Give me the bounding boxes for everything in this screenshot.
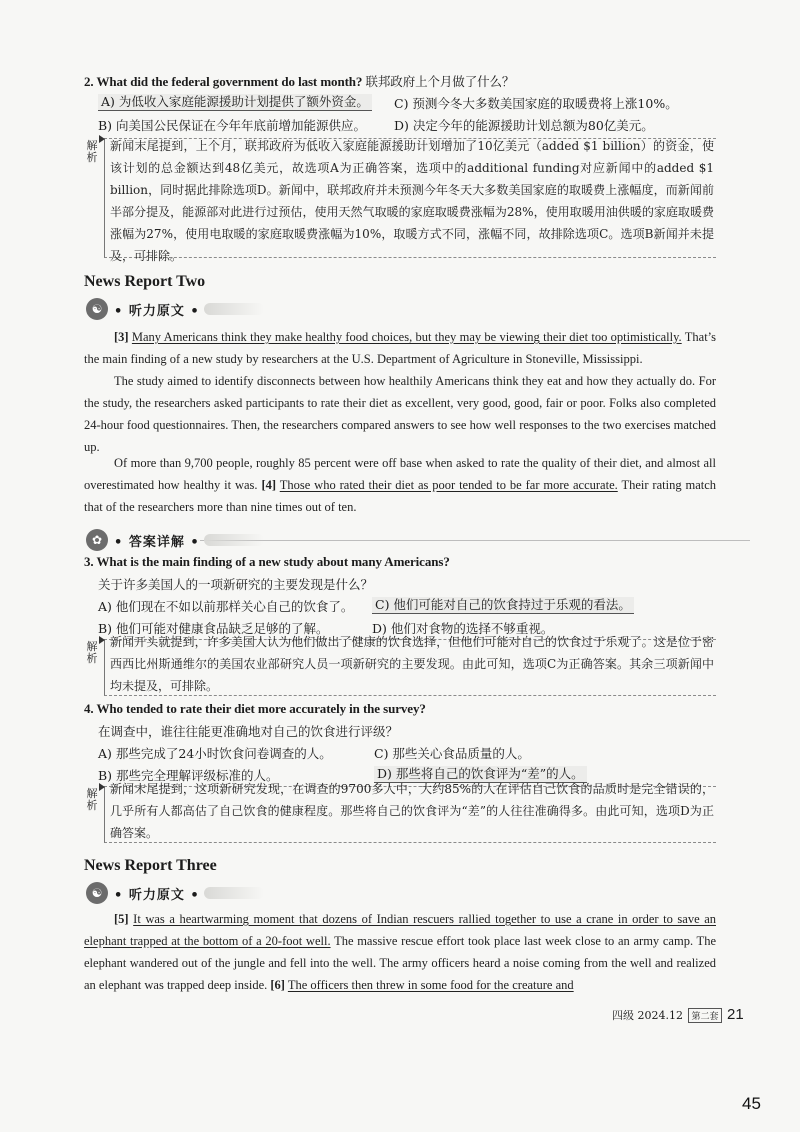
daan-heading: ✿ • 答案详解 • <box>86 527 264 553</box>
report2-title: News Report Two <box>84 273 206 290</box>
q2-option-d: D) 决定今年的能源援助计划总额为80亿美元。 <box>394 118 654 133</box>
q2-question: 2. What did the federal government do last month? 联邦政府上个月做了什么？ <box>84 74 515 89</box>
report3-tingli-heading: ☯ • 听力原文 • <box>86 880 264 906</box>
q2-option-a: A) 为低收入家庭能源援助计划提供了额外资金。 <box>98 94 372 111</box>
q2-jiexi-label: 解析 <box>86 139 98 164</box>
report3-title: News Report Three <box>84 857 217 874</box>
q3-option-c: C) 他们可能对自己的饮食持过于乐观的看法。 <box>372 597 634 614</box>
headphones-icon: ☯ <box>86 882 108 904</box>
q3-option-d: D) 他们对食物的选择不够重视。 <box>372 621 554 636</box>
q2-option-b: B) 向美国公民保证在今年年底前增加能源供应。 <box>98 118 367 133</box>
q4-question: 4. Who tended to rate their diet more accurately in the survey? <box>84 701 426 716</box>
q2-explanation: 新闻末尾提到，上个月，联邦政府为低收入家庭能源援助计划增加了10亿美元（added $1 billion）的资金，使该计划的总金额达到48亿美元，故选项A为正确答案，选项中的additional funding对应新闻中的added $1 billion，同时据此排除选项D。新闻中，联邦政府并未预测今年冬天大多数美国家庭的取暖费上涨幅度，而新闻前半部分提及，能源部对此进行过预估，使用天然气取暖的家庭取暖费涨幅为28%，使用取暖用油供暖的家庭取暖费涨幅为27%，使用电取暖的家庭取暖费涨幅为10%，取暖方式不同，涨幅不同，故排除选项C。选项B新闻并未提及，可排除。 <box>110 139 714 263</box>
headphones-icon: ☯ <box>86 298 108 320</box>
q4-jiexi-label: 解析 <box>86 787 98 812</box>
divider-line <box>200 540 750 541</box>
q3-option-b: B) 他们可能对健康食品缺乏足够的了解。 <box>98 621 329 636</box>
report2-paragraph-2: The study aimed to identify disconnects between how healthily Americans think they eat and how they actually do. For the study, the researchers asked participants to rate their diet as excellent, very good, good, fair or poor. Folks also completed 24-hour food questionnaires. Then, the researchers compared answers to see how well responses to the two exercises matched up. <box>84 374 716 454</box>
q4-option-b: B) 那些完全理解评级标准的人。 <box>98 768 279 783</box>
report3-paragraph-1: [5] It was a heartwarming moment that dozens of Indian rescuers rallied together to use a crane in order to save an elephant trapped at the bottom of a 20-foot well. The massive rescue effort took place last week close to an army camp. The elephant wandered out of the jungle and fell into the well. The army officers heard a noise coming from the well and realized an elephant was trapped deep inside. [6] The officers then threw in some food for the creature and <box>84 912 716 992</box>
q4-option-a: A) 那些完成了24小时饮食问卷调查的人。 <box>98 746 332 761</box>
report2-paragraph-1: [3] Many Americans think they make healthy food choices, but they may be viewing their diet too optimistically. That’s the main finding of a new study by researchers at the U.S. Department of Agriculture in Stoneville, Mississippi. <box>84 330 717 366</box>
scan-page-number: 45 <box>742 1094 761 1113</box>
lightbulb-icon: ✿ <box>86 529 108 551</box>
q3-question-cn: 关于许多美国人的一项新研究的主要发现是什么？ <box>98 577 374 592</box>
q2-option-c: C) 预测今冬大多数美国家庭的取暖费将上涨10%。 <box>394 96 678 111</box>
q3-explanation: 新闻开头就提到，许多美国人认为他们做出了健康的饮食选择，但他们可能对自己的饮食过于乐观了。这是位于密西西比州斯通维尔的美国农业部研究人员一项新研究的主要发现。由此可知，选项C为正确答案。其余三项新闻中均未提及，可排除。 <box>110 635 714 693</box>
q3-jiexi-label: 解析 <box>86 640 98 665</box>
q3-option-a: A) 他们现在不如以前那样关心自己的饮食了。 <box>98 599 354 614</box>
q4-option-d: D) 那些将自己的饮食评为“差”的人。 <box>374 766 587 783</box>
q4-option-c: C) 那些关心食品质量的人。 <box>374 746 530 761</box>
q4-question-cn: 在调查中，谁往往能更准确地对自己的饮食进行评级？ <box>98 724 399 739</box>
footer-tag: 第二套 <box>688 1008 721 1023</box>
q4-explanation: 新闻末尾提到，这项新研究发现，在调查的9700多人中，大约85%的人在评估自己饮食的品质时是完全错误的，几乎所有人都高估了自己饮食的健康程度。那些将自己的饮食评为“差”的人往往准确得多。由此可知，选项D为正确答案。 <box>110 782 714 840</box>
footer-page-number: 21 <box>727 1006 744 1023</box>
report2-tingli-heading: ☯ • 听力原文 • <box>86 296 264 322</box>
q3-question: 3. What is the main finding of a new study about many Americans? <box>84 554 450 569</box>
footer-issue: 四级 2024.12 第二套 21 <box>612 1006 744 1023</box>
report2-paragraph-3: Of more than 9,700 people, roughly 85 percent were off base when asked to rate the quality of their diet, and almost all overestimated how healthy it was. [4] Those who rated their diet as poor tended to be far more accurate. Their rating match that of the researchers more than nine times out of ten. <box>84 456 717 514</box>
